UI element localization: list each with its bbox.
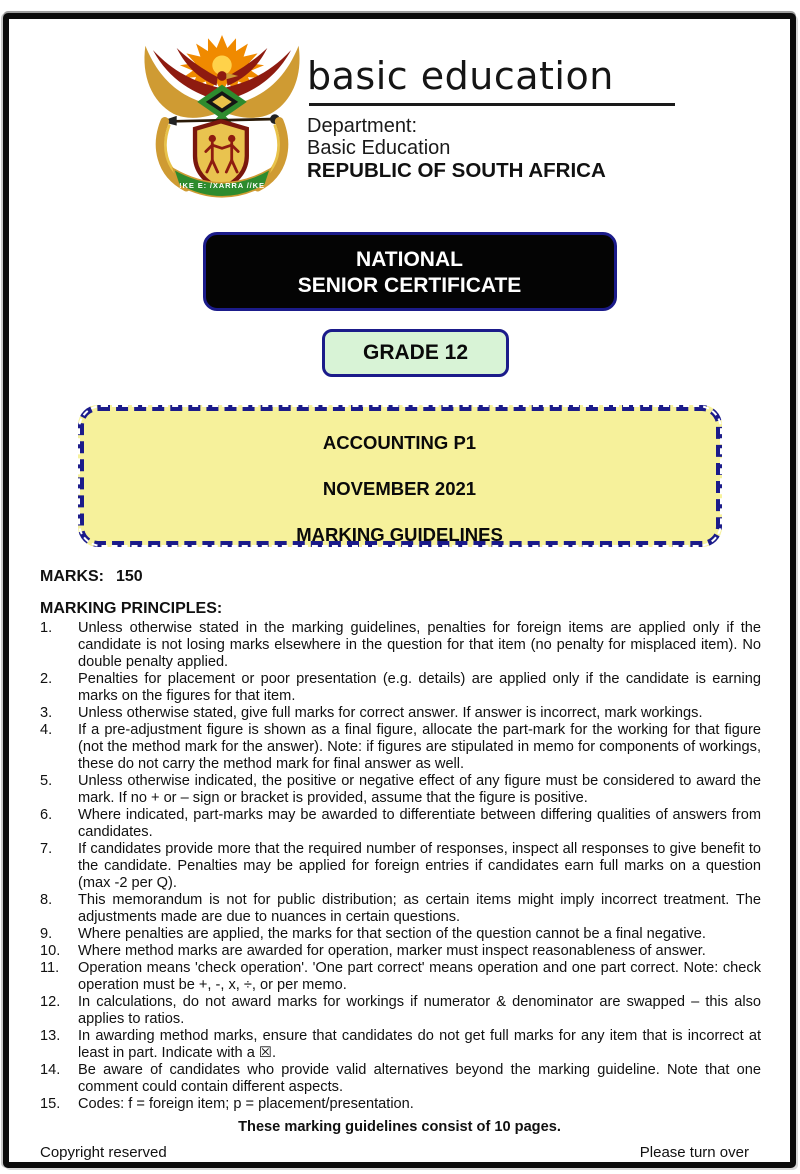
national-senior-certificate-banner bbox=[203, 232, 617, 311]
page-count-note: These marking guidelines consist of 10 pages. bbox=[238, 1119, 561, 1135]
principle-item: 6. Where indicated, part-marks may be awarded to differentiate between differing qualities of answers from candidates. bbox=[40, 807, 761, 840]
page-footer bbox=[40, 1144, 749, 1161]
department-brand-block bbox=[307, 35, 675, 199]
principle-item: 2. Penalties for placement or poor presentation (e.g. details) are applied only if the candidate is earning marks on the figures for that item. bbox=[40, 671, 761, 704]
principle-item: 12. In calculations, do not award marks for workings if numerator & denominator are swapped – this also applies to ratios. bbox=[40, 994, 761, 1027]
principle-item: 4. If a pre-adjustment figure is shown as a final figure, allocate the part-mark for the working for that figure (not the method mark for the answer). Note: if figures are stipulated in memo for components of workings, these do not carry the method mark for final answer as well. bbox=[40, 722, 761, 772]
marking-principles-heading: MARKING PRINCIPLES: bbox=[40, 600, 223, 617]
principle-item: 7. If candidates provide more that the required number of responses, inspect all responses to give benefit to the candidate. Penalties may be applied for foreign entries if candidates earn full marks on a question (max -2 per Q). bbox=[40, 841, 761, 891]
brand-name: basic education bbox=[307, 54, 614, 98]
copyright-note: Copyright reserved bbox=[40, 1144, 167, 1161]
south-africa-coat-of-arms-logo bbox=[141, 35, 303, 199]
shield-icon bbox=[195, 121, 247, 189]
principle-item: 3. Unless otherwise stated, give full marks for correct answer. If answer is incorrect, mark workings. bbox=[40, 705, 703, 721]
subject-name: ACCOUNTING P1 bbox=[322, 432, 477, 453]
grade-banner: GRADE 12 bbox=[322, 329, 509, 377]
page-border-frame bbox=[3, 13, 796, 1168]
principle-item: 1. Unless otherwise stated in the marking guidelines, penalties for foreign items are applied only if the candidate is not losing marks elsewhere in the question for that item (no penalty for misplaced item). No double penalty applied. bbox=[40, 620, 761, 670]
principle-item: 15. Codes: f = foreign item; p = placement/presentation. bbox=[40, 1096, 414, 1112]
principle-item: 9. Where penalties are applied, the marks for that section of the question cannot be a final negative. bbox=[40, 926, 706, 942]
country-name: REPUBLIC OF SOUTH AFRICA bbox=[307, 159, 606, 182]
principle-item: 10. Where method marks are awarded for operation, marker must inspect reasonableness of answer. bbox=[40, 943, 706, 959]
subject-title-box bbox=[78, 405, 722, 547]
header bbox=[141, 35, 790, 199]
department-label: Department: bbox=[307, 115, 418, 137]
brand-underline bbox=[309, 103, 675, 106]
principle-item: 8. This memorandum is not for public distribution; as certain items might imply incorrect treatment. The adjustments made are due to nuances in certain questions. bbox=[40, 892, 761, 925]
principle-item: 13. In awarding method marks, ensure that candidates do not get full marks for any item that is incorrect at least in part. Indicate with a ☒. bbox=[40, 1028, 761, 1061]
certificate-line-1: NATIONAL bbox=[356, 248, 463, 271]
exam-session: NOVEMBER 2021 bbox=[322, 478, 477, 499]
marks-label: MARKS: bbox=[40, 568, 104, 585]
department-name: Basic Education bbox=[307, 137, 451, 159]
certificate-line-2: SENIOR CERTIFICATE bbox=[297, 274, 522, 297]
motto-text: !KE E: /XARRA //KE bbox=[179, 181, 265, 191]
principle-item: 14. Be aware of candidates who provide valid alternatives beyond the marking guideline. Note that one comment could contain different aspects. bbox=[40, 1062, 761, 1095]
document-type: MARKING GUIDELINES bbox=[296, 524, 503, 545]
principle-item: 11. Operation means 'check operation'. 'One part correct' means operation and one part correct. Note: check operation must be +, -, x, ÷, or per memo. bbox=[40, 960, 761, 993]
marks-value: 150 bbox=[116, 568, 143, 585]
turn-over-note: Please turn over bbox=[639, 1144, 749, 1161]
marking-principles-list bbox=[40, 620, 761, 1113]
principle-item: 5. Unless otherwise indicated, the positive or negative effect of any figure must be considered to award the mark. If no + or – sign or bracket is provided, assume that the figure is positive. bbox=[40, 773, 761, 806]
marks-line bbox=[40, 568, 790, 586]
